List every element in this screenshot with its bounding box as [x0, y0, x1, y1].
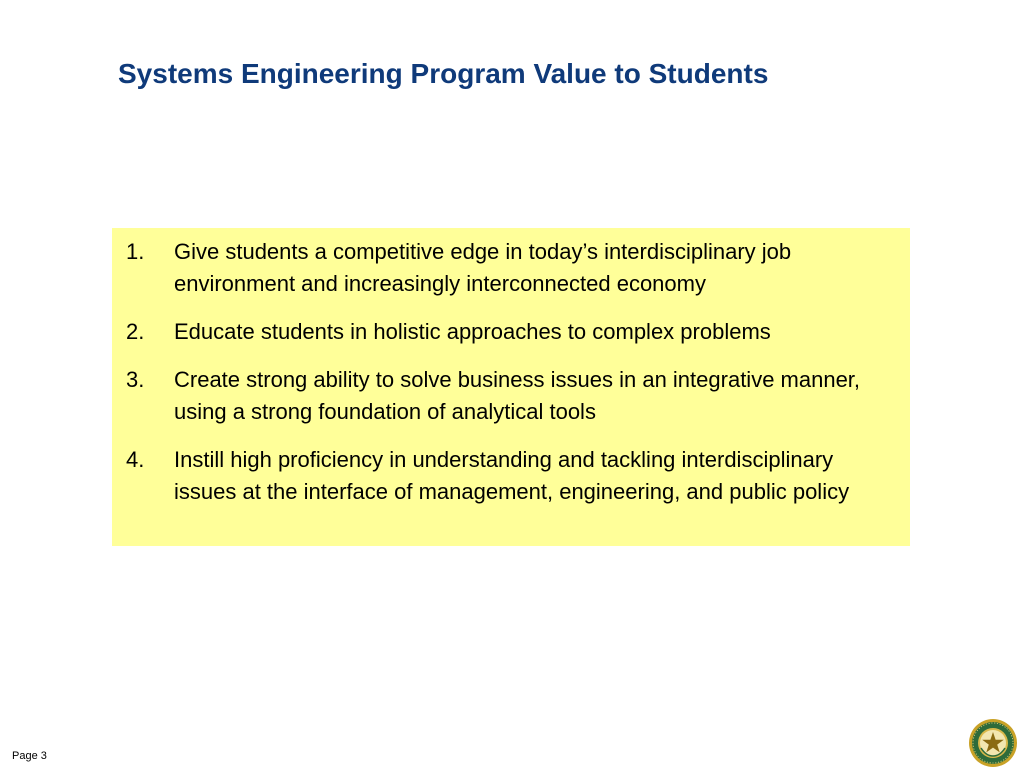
- list-item-text: Educate students in holistic approaches to complex problems: [174, 319, 771, 344]
- list-item: [126, 236, 896, 300]
- list-item-number: 4.: [126, 447, 145, 472]
- list-item-text: Create strong ability to solve business issues in an integrative manner, using a strong foundation of analytical tools: [174, 367, 861, 424]
- list-item-number: 2.: [126, 319, 145, 344]
- value-list: [126, 236, 896, 508]
- list-item-number: 1.: [126, 239, 145, 264]
- value-list-box: [112, 228, 910, 546]
- list-item: [126, 364, 896, 428]
- university-seal-icon: [968, 718, 1018, 768]
- page-number: Page 3: [12, 750, 47, 762]
- list-item-text: Instill high proficiency in understanding and tackling interdisciplinary issues at the interface of management, engineering, and public policy: [174, 447, 850, 504]
- list-item: [126, 444, 896, 508]
- list-item-number: 3.: [126, 367, 145, 392]
- list-item-text: Give students a competitive edge in today’s interdisciplinary job environment and increasingly interconnected economy: [174, 239, 792, 296]
- slide-title: Systems Engineering Program Value to Students: [118, 58, 769, 89]
- list-item: [126, 316, 896, 348]
